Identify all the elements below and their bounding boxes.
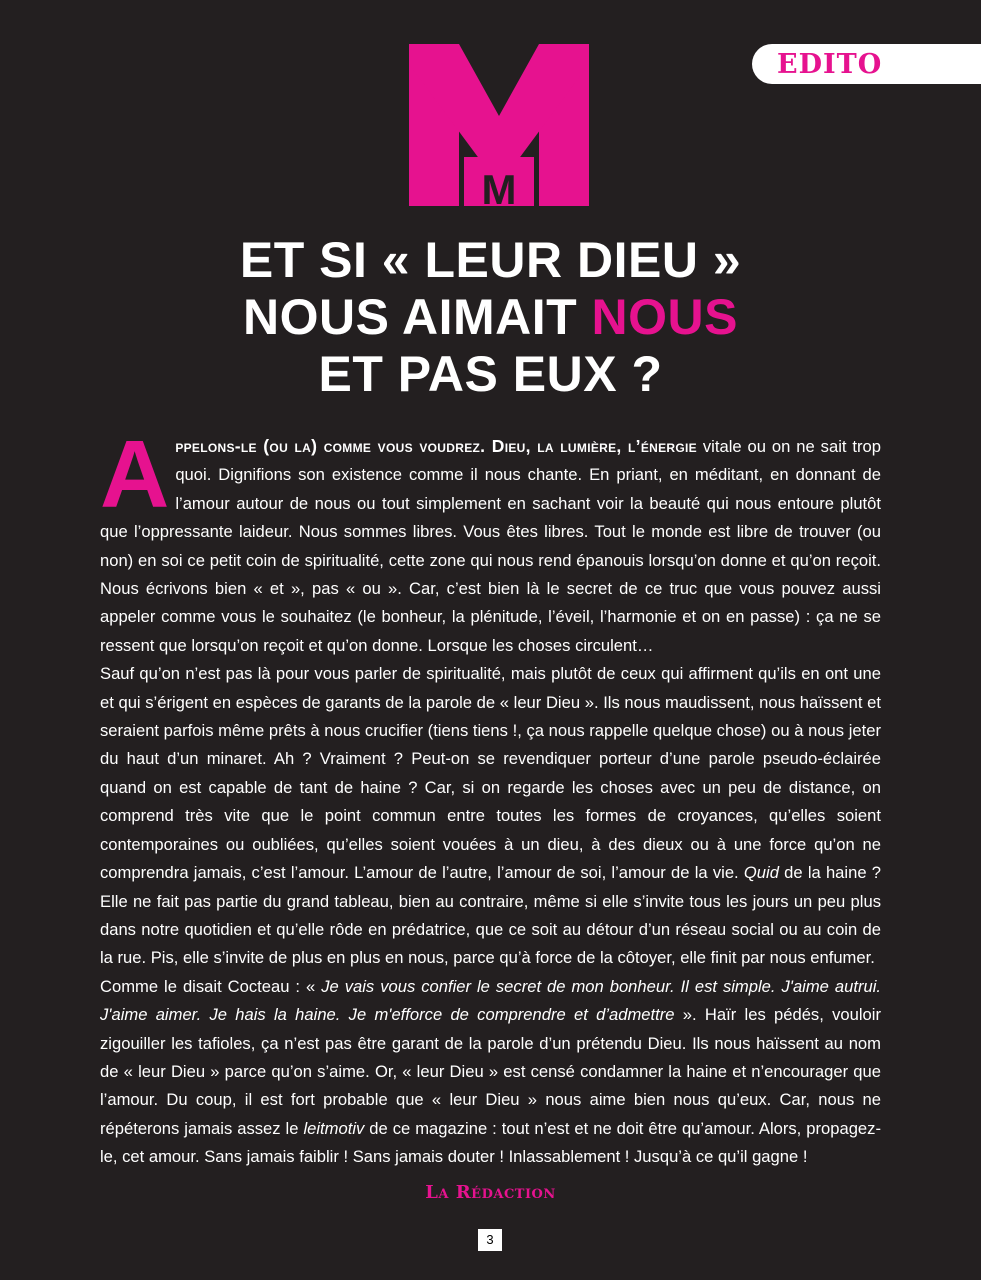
- section-tab-label: EDITO: [777, 49, 883, 80]
- editorial-text: [100, 421, 882, 1172]
- paragraph-1-text: vitale ou on ne sait trop quoi. Dignifions son existence comme il nous chante. En priant, en méditant, en donnant de l’amour autour de nous ou tout simplement en sachant voir la beauté qui nous entoure plutôt que l’oppressante laideur. Nous sommes libres. Vous êtes libres. Tout le monde est libre de trouver (ou non) en soi ce petit coin de spiritualité, cette zone qui nous rend épanouis lorsqu’on donne et qu’on reçoit. Nous écrivons bien « et », pas « ou ». Car, c’est bien là le secret de ce truc que vous pouvez aussi appeler comme vous le souhaitez (le bonheur, la plénitude, l’éveil, l’harmonie et on en passe) : ça ne se ressent que lorsqu’on reçoit et qu’on donne. Lorsque les choses circulent…: [100, 437, 882, 655]
- paragraph-3: [100, 973, 881, 1172]
- title-line-2: [100, 289, 881, 346]
- logo-small-letter: M: [481, 166, 517, 206]
- paragraph-2-text-a: Sauf qu’on n’est pas là pour vous parler de spiritualité, mais plutôt de ceux qui affirment qu’ils en ont une et qui s’érigent en espèces de garants de la parole de « leur Dieu ». Ils nous maudissent, nous haïssent et seraient parfois même prêts à nous crucifier (tiens tiens !, ça nous rappelle quelque chose) ou à nous jeter du haut d’un minaret. Ah ? Vraiment ? Peut-on se revendiquer porteur d’une parole pseudo-éclairée quand on est capable de tant de haine ? Car, si on regarde les choses avec un peu de distance, on comprend très vite que le point commun entre toutes les formes de croyances, qu’elles soient contemporaines ou oubliées, qu’elles soient vouées à un dieu, à des dieux ou à une force qu’on ne comprendra jamais, c’est l’amour. L’amour de l’autre, l’amour de soi, l’amour de la vie.: [100, 664, 881, 883]
- page-title: [100, 232, 881, 403]
- cocteau-quote: Je vais vous confier le secret de mon bonheur. Il est simple. J'aime autrui. J'aime aimer. Je hais la haine. Je m'efforce de comprendre et d’admettre: [100, 976, 882, 1025]
- title-highlight: NOUS: [591, 289, 739, 345]
- lead-in: ppelons-le (ou la) comme vous voudrez. Dieu, la lumière, l’énergie: [175, 436, 697, 456]
- title-line-3: ET PAS EUX ?: [318, 346, 663, 402]
- title-line-1: ET SI « LEUR DIEU »: [239, 232, 742, 288]
- page-number: 3: [478, 1229, 502, 1251]
- drop-cap: A: [100, 421, 170, 528]
- paragraph-2-text-b: de la haine ? Elle ne fait pas partie du grand tableau, bien au contraire, même si elle s’invite tous les jours un peu plus dans notre quotidien et qu’elle rôde en prédatrice, que ce soit au détour d’un réseau social ou au coin de la rue. Pis, elle s’invite de plus en plus en nous, parce qu’à force de la côtoyer, elle finit par nous enfumer.: [100, 863, 881, 968]
- paragraph-3-text-b: ». Haïr les pédés, vouloir zigouiller les tafioles, ça n’est pas être garant de la parole d’un prétendu Dieu. Ils nous haïssent au nom de « leur Dieu » parce qu’on s’aime. Or, « leur Dieu » est censé condamner la haine et n’encourager que l’amour. Du coup, il est fort probable que « leur Dieu » nous aime bien nous qu’eux. Car, nous ne répéterons jamais assez le: [100, 1005, 881, 1138]
- signature: La Rédaction: [425, 1182, 556, 1203]
- title-line-2-start: NOUS AIMAIT: [242, 289, 592, 345]
- paragraph-3-italic: leitmotiv: [303, 1118, 365, 1138]
- paragraph-2: [100, 660, 881, 972]
- section-tab: [752, 44, 981, 84]
- magazine-logo: [409, 44, 589, 206]
- paragraph-3-text-a: Comme le disait Cocteau : «: [100, 976, 322, 996]
- paragraph-3-text-c: de ce magazine : tout n’est et ne doit être qu’amour. Alors, propagez-le, cet amour. Sans jamais faiblir ! Sans jamais douter ! Inlassablement ! Jusqu’à ce qu’il gagne !: [100, 1118, 881, 1167]
- paragraph-1: [100, 421, 882, 660]
- paragraph-2-italic: Quid: [743, 863, 779, 883]
